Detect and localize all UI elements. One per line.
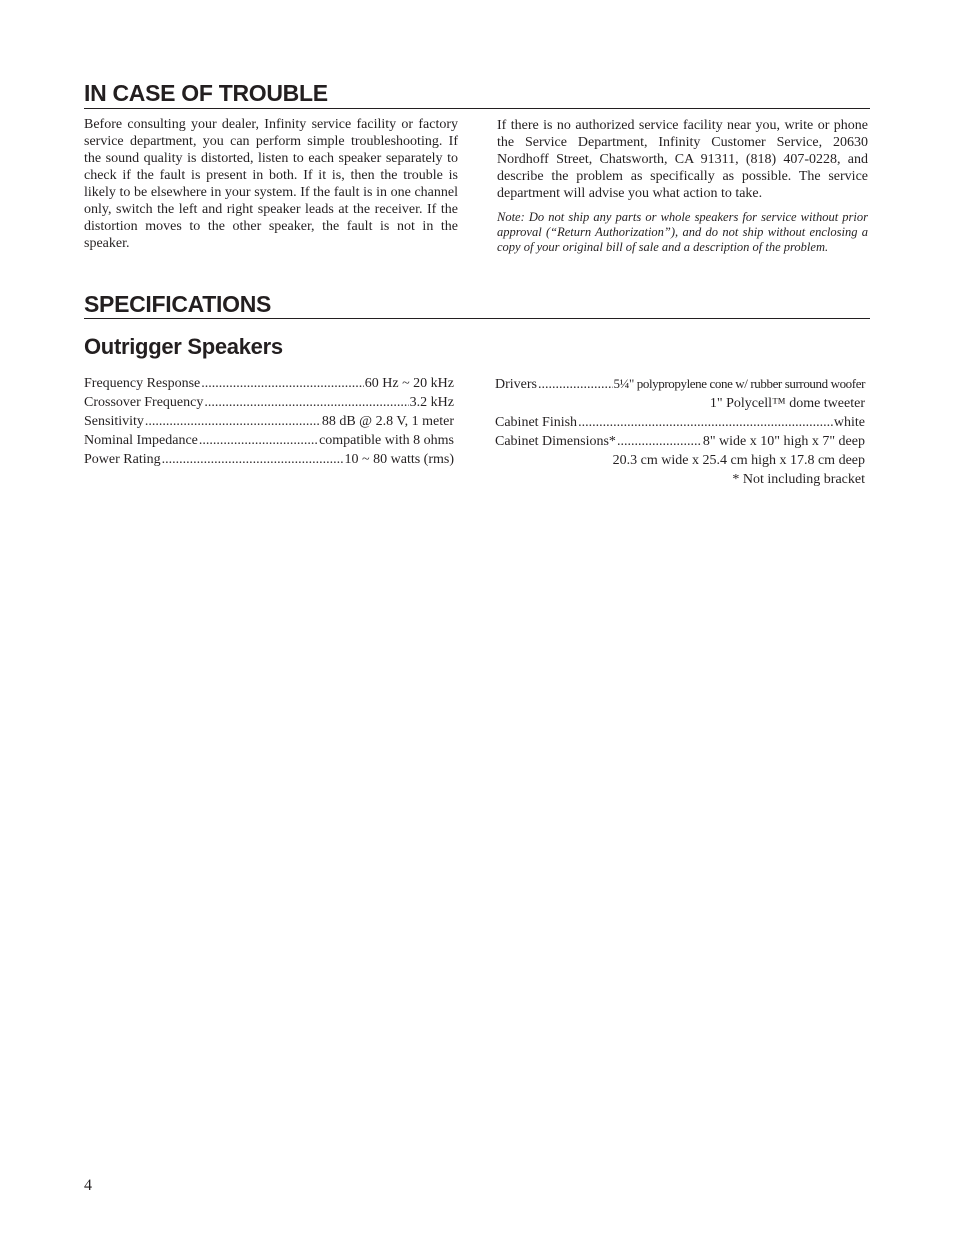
leader-dots [204,393,408,412]
spec-label: Crossover Frequency [84,395,204,410]
spec-row-sensitivity [84,412,454,431]
trouble-note: Note: Do not ship any parts or whole speakers for service without prior approval (“Return Authorization”), and do not ship without enclosing a copy of your original bill of sale and a description of the problem. [497,210,868,255]
leader-dots [617,432,702,451]
spec-row-cabinet-dimensions [495,432,865,451]
spec-label: Cabinet Dimensions* [495,434,616,449]
spec-list-right [495,374,865,489]
leader-dots [578,413,833,432]
leader-dots [145,412,321,431]
spec-label: Cabinet Finish [495,415,578,430]
spec-label: Power Rating [84,452,161,467]
spec-row-drivers [495,374,865,394]
spec-list-left [84,374,454,469]
spec-footnote: * Not including bracket [732,472,865,487]
spec-label: Drivers [495,377,537,392]
spec-row-power-rating [84,450,454,469]
spec-value: 3.2 kHz [409,395,454,410]
trouble-right-paragraph: If there is no authorized service facility near you, write or phone the Service Department, Infinity Customer Service, 20630 Nordhoff Street, Chatsworth, CA 91311, (818) 407-0228, and describe the problem as specifically as possible. The service department will advise you what action to take. [497,118,868,201]
spec-value: white [833,415,865,430]
page-number: 4 [84,1177,92,1194]
leader-dots [538,375,613,394]
spec-row-nominal-impedance [84,431,454,450]
trouble-rule [84,108,870,109]
specifications-heading: SPECIFICATIONS [84,291,272,317]
spec-value: 60 Hz ~ 20 kHz [364,376,454,391]
spec-value: 88 dB @ 2.8 V, 1 meter [321,414,454,429]
trouble-left-paragraph: Before consulting your dealer, Infinity service facility or factory service department, you can perform simple troubleshooting. If the sound quality is distorted, listen to each speaker separately to check if the fault is present in both. If it is, then the trouble is likely to be elsewhere in your system. If the fault is in one channel only, switch the left and right speaker leads at the receiver. If the distortion moves to the other speaker, the fault is not in the speaker. [84,117,458,251]
spec-label: Sensitivity [84,414,144,429]
leader-dots [201,374,364,393]
specifications-rule [84,318,870,319]
leader-dots [162,450,344,469]
spec-label: Frequency Response [84,376,201,391]
spec-value: compatible with 8 ohms [319,433,454,448]
trouble-heading: IN CASE OF TROUBLE [84,80,328,106]
spec-dimensions-metric: 20.3 cm wide x 25.4 cm high x 17.8 cm deep [612,453,865,468]
spec-drivers-tweeter: 1" Polycell™ dome tweeter [709,396,865,411]
spec-value: 5¼" polypropylene cone w/ rubber surround woofer [613,376,865,391]
leader-dots [199,431,318,450]
outrigger-subheading: Outrigger Speakers [84,334,283,359]
spec-label: Nominal Impedance [84,433,198,448]
spec-row-crossover-frequency [84,393,454,412]
spec-row-cabinet-finish [495,413,865,432]
spec-row-frequency-response [84,374,454,393]
spec-value: 8" wide x 10" high x 7" deep [702,434,865,449]
spec-value: 10 ~ 80 watts (rms) [344,452,454,467]
